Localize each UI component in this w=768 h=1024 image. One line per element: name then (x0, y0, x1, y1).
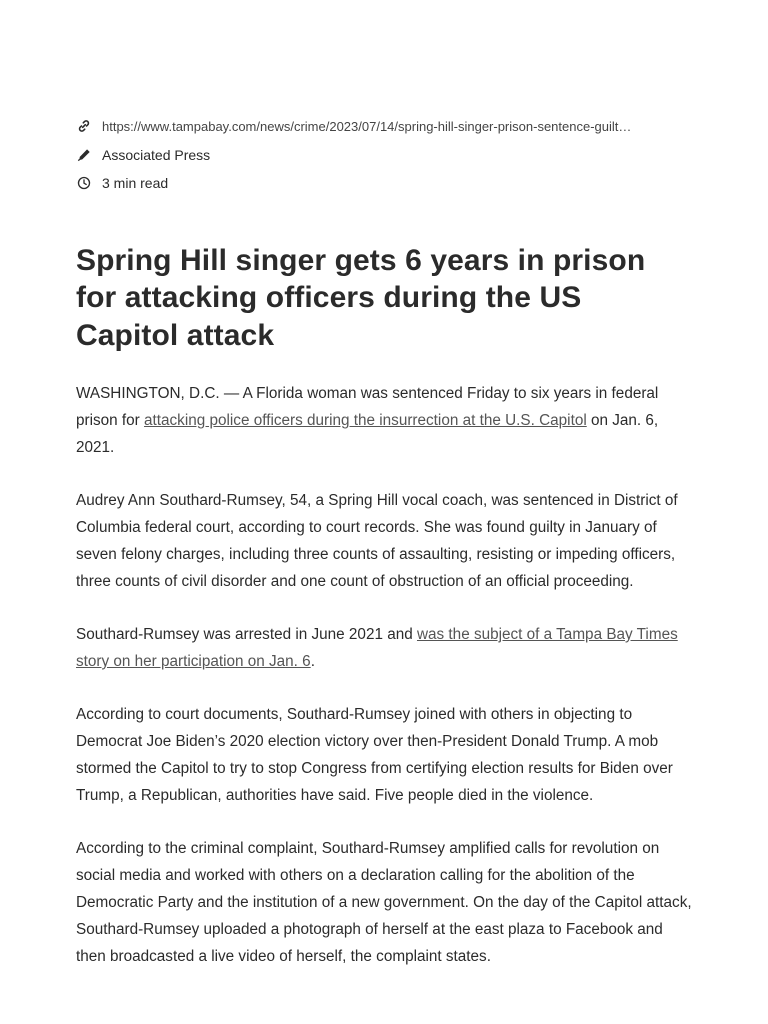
article-url[interactable]: https://www.tampabay.com/news/crime/2023/07/14/spring-hill-singer-prison-sentence-guilt… (102, 118, 632, 134)
paragraph-text: . (310, 653, 315, 670)
meta-url-row[interactable] (76, 112, 692, 141)
article-paragraph-3 (76, 621, 692, 675)
article-paragraph-4: According to court documents, Southard-Rumsey joined with others in objecting to Democrat Joe Biden’s 2020 election victory over then-President Donald Trump. A mob stormed the Capitol to try to stop Congress from certifying election results for Biden over Trump, a Republican, authorities have said. Five people died in the violence. (76, 706, 673, 804)
paragraph-text: on Jan. 6, 2021. (76, 412, 659, 456)
article-read-time: 3 min read (102, 175, 169, 192)
article-paragraph-1 (76, 380, 692, 461)
article-meta (76, 0, 692, 198)
article-paragraph-2: Audrey Ann Southard-Rumsey, 54, a Spring Hill vocal coach, was sentenced in District of Columbia federal court, according to court records. She was found guilty in January of seven felony charges, including three counts of assaulting, resisting or impeding officers, three counts of civil disorder and one count of obstruction of an official proceeding. (76, 492, 678, 590)
meta-readtime-row (76, 169, 692, 198)
paragraph-text: WASHINGTON, D.C. — A Florida woman was sentenced Friday to six years in federal prison for (76, 385, 659, 429)
link-icon (76, 118, 92, 134)
article-title: Spring Hill singer gets 6 years in prison for attacking officers during the US Capitol attack (76, 243, 646, 352)
clock-icon (76, 175, 92, 191)
article-paragraph-5: According to the criminal complaint, Southard-Rumsey amplified calls for revolution on social media and worked with others on a declaration calling for the abolition of the Democratic Party and the institution of a new government. On the day of the Capitol attack, Southard-Rumsey uploaded a photograph of herself at the east plaza to Facebook and then broadcasted a live video of herself, the complaint states. (76, 840, 692, 965)
meta-author-row (76, 141, 692, 170)
pen-icon (76, 147, 92, 163)
article-author: Associated Press (102, 146, 211, 163)
capitol-attack-link[interactable]: attacking police officers during the insurrection at the U.S. Capitol (144, 412, 587, 429)
paragraph-text: Southard-Rumsey was arrested in June 2021 and (76, 626, 417, 643)
tampa-bay-times-story-link[interactable]: was the subject of a Tampa Bay Times story on her participation on Jan. 6 (76, 626, 678, 670)
